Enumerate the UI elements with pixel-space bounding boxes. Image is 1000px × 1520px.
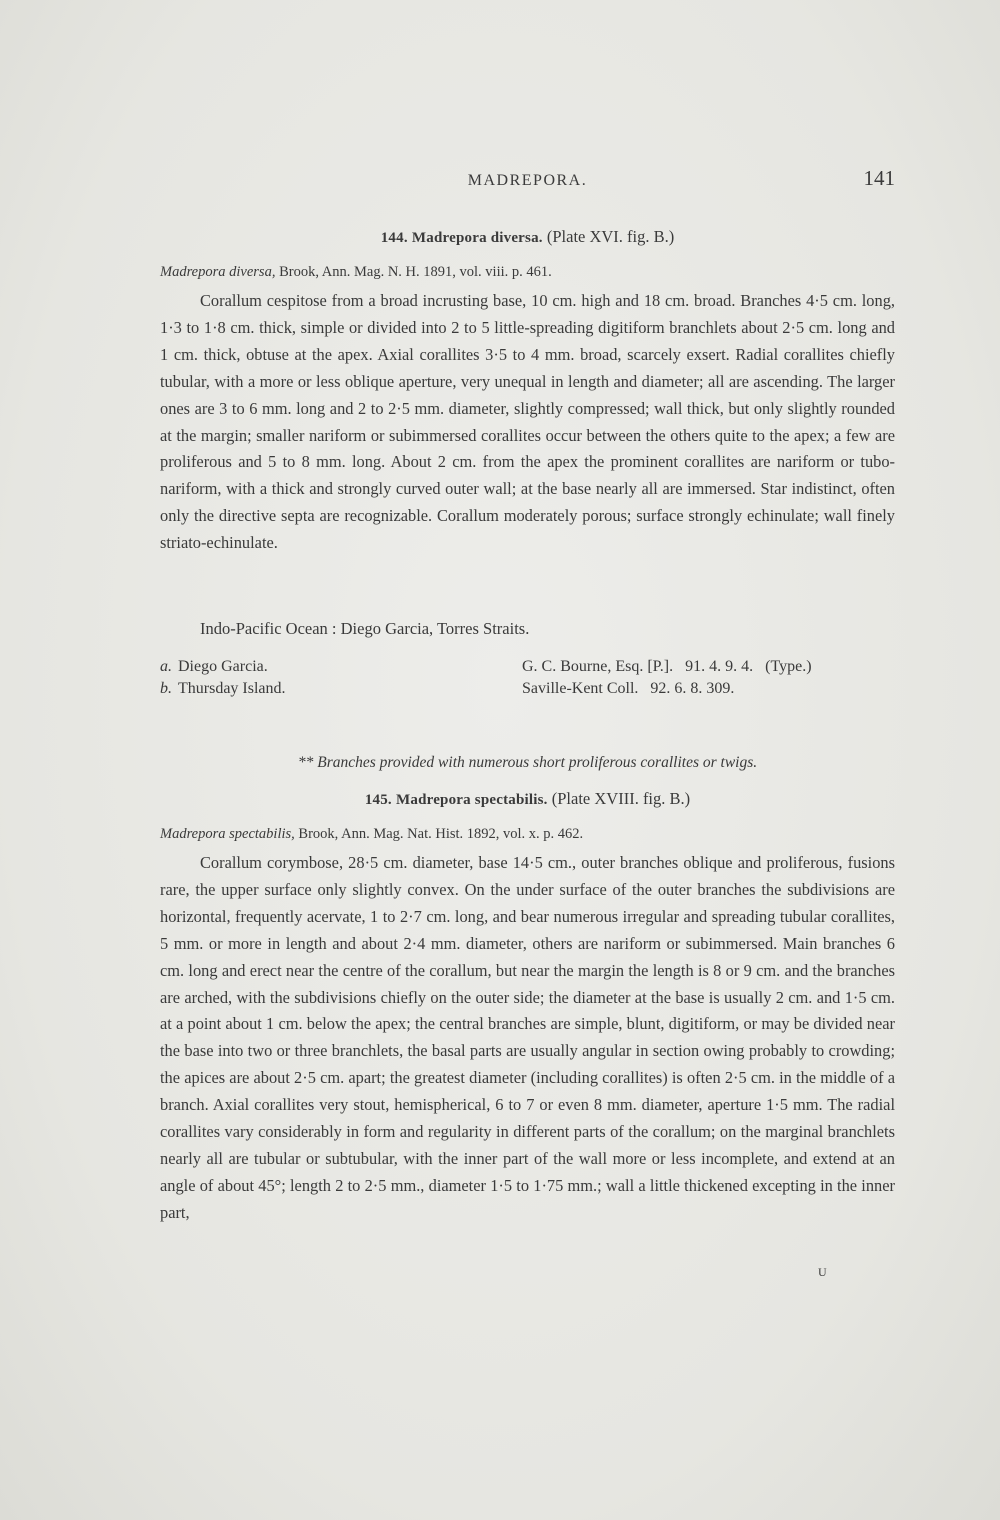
species-144-citation-genus: Madrepora diversa,: [160, 264, 276, 280]
specimen-source: G. C. Bourne, Esq. [P.]. 91. 4. 9. 4. (Type.): [522, 658, 812, 675]
species-144-name: Madrepora diversa.: [411, 230, 543, 246]
species-144-citation: [160, 262, 895, 282]
species-145-plate: (Plate XVIII. fig. B.): [551, 789, 691, 808]
species-144-number: 144.: [380, 230, 408, 246]
section-note: ** Branches provided with numerous short proliferous corallites or twigs.: [297, 754, 758, 771]
specimen-place: Thursday Island.: [178, 680, 286, 697]
species-144-locality: Indo-Pacific Ocean : Diego Garcia, Torres Straits.: [200, 619, 530, 638]
species-145-citation-genus: Madrepora spectabilis,: [160, 826, 295, 842]
page-number: 141: [863, 166, 895, 190]
specimen-row: [160, 656, 895, 678]
species-144-description: Corallum cespitose from a broad incrusting base, 10 cm. high and 18 cm. broad. Branches 4·5 cm. long, 1·3 to 1·8 cm. thick, simple or divided into 2 to 5 little-spreading digitiform branchlets about 2·5 cm. long and 1 cm. thick, obtuse at the apex. Axial corallites 3·5 to 4 mm. broad, scarcely exsert. Radial corallites chiefly tubular, with a more or less oblique aperture, very unequal in length and diameter; all are ascending. The larger ones are 3 to 6 mm. long and 2 to 2·5 mm. diameter, slightly compressed; wall thick, but only slightly rounded at the margin; smaller nariform or subimmersed corallites occur between the others quite to the apex; a few are proliferous and 5 to 8 mm. long. About 2 cm. from the apex the prominent corallites are nariform or tubo-nariform, with a thick and strongly curved outer wall; at the base nearly all are immersed. Star indistinct, often only the directive septa are recognizable. Corallum moderately porous; surface strongly echinulate; wall finely striato-echinulate.: [160, 291, 895, 553]
running-head: [160, 166, 895, 192]
species-145-heading: [160, 788, 895, 811]
species-145-citation-rest: Brook, Ann. Mag. Nat. Hist. 1892, vol. x. p. 462.: [298, 826, 584, 842]
species-144-plate: (Plate XVI. fig. B.): [546, 227, 675, 246]
species-144-citation-rest: Brook, Ann. Mag. N. H. 1891, vol. viii. p. 461.: [279, 264, 552, 280]
specimen-row: [160, 678, 895, 700]
specimen-letter: a.: [160, 658, 172, 675]
specimen-letter: b.: [160, 680, 172, 697]
specimen-place: Diego Garcia.: [178, 658, 268, 675]
species-144-heading: [160, 226, 895, 249]
signature-mark: U: [818, 1265, 827, 1279]
species-145-description: Corallum corymbose, 28·5 cm. diameter, base 14·5 cm., outer branches oblique and proliferous, fusions rare, the upper surface only slightly convex. On the under surface of the outer branches the subdivisions are horizontal, frequently acervate, 1 to 2·7 cm. long, and bear numerous irregular and spreading tubular corallites, 5 mm. or more in length and about 2·4 mm. diameter, others are nariform or subimmersed. Main branches 6 cm. long and erect near the centre of the corallum, but near the margin the length is 8 or 9 cm. and the branches are arched, with the subdivisions chiefly on the outer side; the diameter at the base is usually 2 cm. and 1·5 cm. at a point about 1 cm. below the apex; the central branches are simple, blunt, digitiform, or may be divided near the base into two or three branchlets, the basal parts are usually angular in section owing probably to crowding; the apices are about 2·5 cm. apart; the greatest diameter (including corallites) is often 2·5 cm. in the middle of a branch. Axial corallites very stout, hemispherical, 6 to 7 or even 8 mm. diameter, aperture 1·5 mm. The radial corallites vary considerably in form and regularity in different parts of the corallum; on the marginal branchlets nearly all are tubular or subtubular, with the inner part of the wall more or less incomplete, and extend at an angle of about 45°; length 2 to 2·5 mm., diameter 1·5 to 1·75 mm.; wall a little thickened excepting in the inner part,: [160, 853, 895, 1222]
species-144-specimen-list: [160, 656, 895, 700]
running-title: MADREPORA.: [467, 172, 588, 189]
species-145-name: Madrepora spectabilis.: [396, 792, 548, 808]
species-145-citation: [160, 824, 895, 844]
specimen-source: Saville-Kent Coll. 92. 6. 8. 309.: [522, 680, 735, 697]
species-145-number: 145.: [364, 792, 392, 808]
